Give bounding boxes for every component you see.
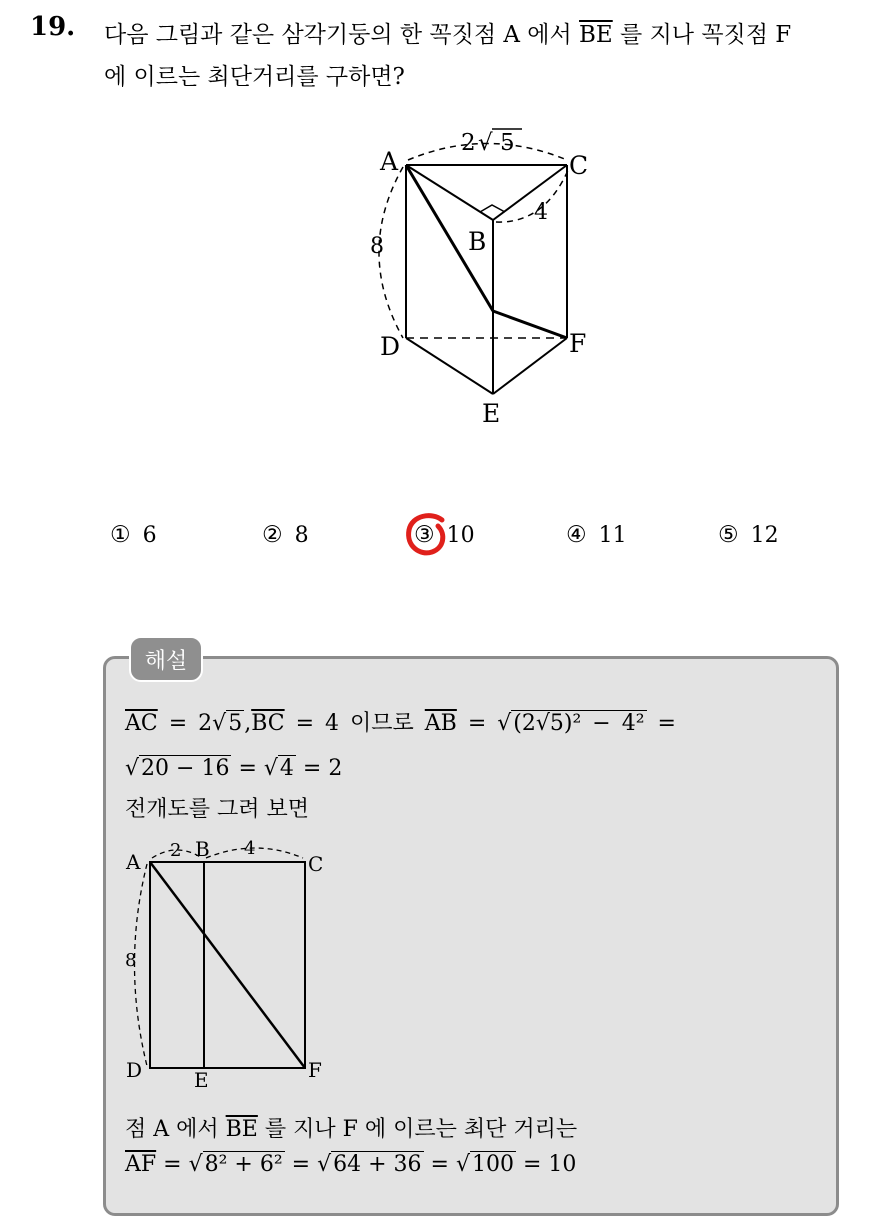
segment-af: $\overline{AF}$ — [125, 1152, 157, 1177]
question-line-1 — [104, 16, 791, 49]
math-text: = — [646, 711, 676, 736]
solution-line-2 — [125, 756, 342, 781]
vertex-c-label: C — [569, 151, 589, 180]
edge-ef — [493, 338, 567, 394]
sqrt-sign: √ — [188, 1152, 203, 1177]
sqrt-sign: √ — [455, 1152, 470, 1177]
math-text: = 2 — [157, 711, 213, 736]
length-ac-coef: 2 — [461, 130, 476, 156]
choice-value: 8 — [294, 523, 309, 548]
vertex-b-label: B — [468, 227, 487, 256]
segment-ac: $\overline{AC}$ — [125, 711, 158, 736]
math-text: = — [231, 756, 264, 781]
solution-text: 점 A 에서 — [125, 1117, 226, 1142]
choice-mark: ⑤ — [718, 522, 739, 548]
choice-mark: ① — [110, 522, 131, 548]
vertex-a-label: A — [380, 147, 399, 176]
question-text: 다음 그림과 같은 삼각기둥의 한 꼭짓점 A 에서 — [104, 22, 580, 48]
choice-value: 12 — [750, 523, 779, 548]
sqrt-sign: √ — [263, 756, 278, 781]
net-e-label: E — [194, 1068, 209, 1092]
radicand: 5 — [228, 711, 243, 736]
math-text: = — [456, 711, 498, 736]
question-line-2: 에 이르는 최단거리를 구하면? — [104, 64, 405, 90]
choice-mark: ④ — [566, 522, 587, 548]
solution-line-5 — [125, 1152, 576, 1177]
net-line-af — [150, 862, 305, 1068]
net-b-label: B — [195, 837, 210, 861]
choice-value: 10 — [446, 523, 475, 548]
solution-tab-label: 해설 — [129, 636, 203, 682]
length-ad-label: 8 — [370, 234, 384, 259]
vertex-f-label: F — [569, 329, 587, 358]
length-bc-label: 4 — [534, 200, 548, 225]
segment-bc: $\overline{BC}$ — [251, 711, 285, 736]
solution-line-1 — [125, 706, 676, 737]
sqrt-sign: √ — [212, 711, 227, 736]
length-ac-radicand: 5 — [500, 130, 515, 156]
question-number: 19. — [30, 12, 76, 42]
radicand: (2√5)² − 4² — [513, 711, 645, 736]
net-c-label: C — [308, 852, 324, 876]
segment-be: $\overline{BE}$ — [225, 1117, 258, 1142]
net-len-ab: 2 — [170, 840, 182, 861]
solution-line-3: 전개도를 그려 보면 — [125, 797, 310, 822]
choice-mark: ② — [262, 522, 283, 548]
choice-2[interactable] — [262, 522, 309, 548]
net-a-label: A — [126, 850, 141, 874]
radicand: 8² + 6² — [204, 1152, 283, 1177]
sqrt-sign: √ — [497, 711, 512, 736]
vertex-d-label: D — [380, 332, 401, 361]
net-f-label: F — [308, 1058, 322, 1082]
question-text: 를 지나 꼭짓점 F — [612, 22, 792, 48]
radicand: 4 — [279, 756, 294, 781]
math-text: = — [284, 1152, 318, 1177]
answer-circle-marker — [402, 510, 452, 560]
segment-ab: $\overline{AB}$ — [424, 711, 457, 736]
choice-4[interactable] — [566, 522, 627, 548]
prism-figure — [350, 112, 620, 442]
radicand: 20 − 16 — [141, 756, 230, 781]
net-diagram — [122, 834, 342, 1094]
net-len-ad: 8 — [125, 950, 137, 971]
radicand: 64 + 36 — [333, 1152, 422, 1177]
path-be-to-f — [493, 311, 567, 338]
math-text: = — [423, 1152, 456, 1177]
sqrt-sign: √ — [478, 130, 493, 156]
math-text: , — [244, 711, 252, 736]
math-text: = 10 — [516, 1152, 577, 1177]
dim-arc-bc — [496, 168, 569, 222]
choice-1[interactable] — [110, 522, 157, 548]
choice-value: 6 — [142, 523, 157, 548]
net-d-label: D — [126, 1058, 143, 1082]
math-text: = 2 — [295, 756, 343, 781]
radicand: 100 — [472, 1152, 514, 1177]
net-len-bc: 4 — [244, 838, 256, 859]
sqrt-sign: √ — [125, 756, 140, 781]
solution-text: 를 지나 F 에 이르는 최단 거리는 — [257, 1117, 578, 1142]
choice-mark: ③ — [414, 522, 435, 548]
choice-5[interactable] — [718, 522, 779, 548]
segment-be: $\overline{BE}$ — [579, 22, 613, 48]
choice-value: 11 — [598, 523, 627, 548]
right-angle-mark — [480, 205, 505, 212]
sqrt-sign: √ — [317, 1152, 332, 1177]
math-text: = 4 이므로 — [284, 711, 425, 736]
vertex-e-label: E — [482, 399, 501, 428]
solution-line-4 — [125, 1112, 577, 1143]
math-text: = — [156, 1152, 189, 1177]
edge-de — [406, 338, 493, 394]
